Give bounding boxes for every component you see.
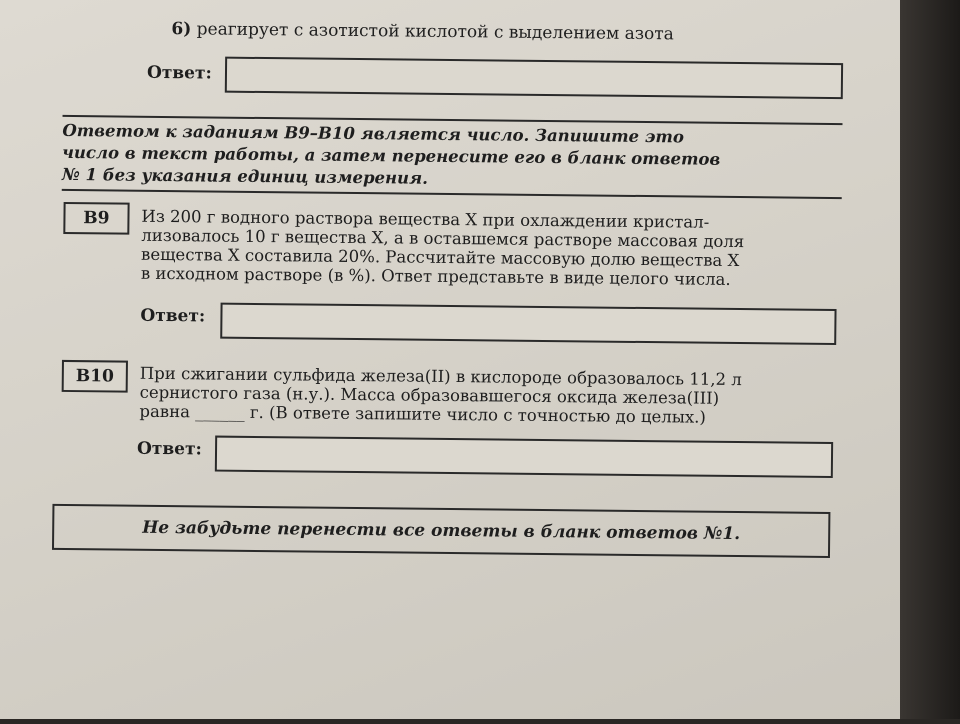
instruction-line-2: число в текст работы, а затем перенесите его в бланк ответов — [62, 142, 721, 169]
task-b9-line-4: в исходном растворе (в %). Ответ представьте в виде целого числа. — [140, 263, 731, 289]
task-b10-line-3: равна ______ г. (В ответе запишите число с точностью до целых.) — [139, 401, 707, 427]
question-6 — [171, 19, 674, 44]
question-6-text: реагирует с азотистой кислотой с выделением азота — [196, 19, 674, 45]
instruction-text — [62, 120, 841, 194]
b10-answer-field[interactable] — [215, 436, 833, 478]
question-6-number: 6) — [171, 19, 192, 40]
q6-answer-field[interactable] — [225, 57, 843, 99]
q6-answer-label: Ответ: — [146, 62, 212, 84]
task-b10-line-1: При сжигании сульфида железа(II) в кислороде образовалось 11,2 л — [139, 363, 742, 390]
instruction-line-3: № 1 без указания единиц измерения. — [61, 164, 429, 188]
task-b9-text — [141, 207, 840, 290]
instruction-line-1: Ответом к заданиям В9–В10 является число. Запишите это — [62, 120, 685, 147]
task-b10-line-2: сернистого газа (н.у.). Масса образовавшегося оксида железа(III) — [139, 382, 720, 408]
task-b9-line-3: вещества Х составила 20%. Рассчитайте массовую долю вещества Х — [140, 244, 740, 271]
b10-answer-label: Ответ: — [136, 438, 202, 460]
b9-answer-label: Ответ: — [140, 305, 206, 327]
task-b9-label: В9 — [63, 202, 129, 235]
page-edge-shadow — [900, 0, 960, 719]
task-b10-label: В10 — [62, 360, 128, 393]
b9-answer-field[interactable] — [220, 303, 836, 345]
task-b10-text — [139, 364, 838, 428]
task-b9-line-2: лизовалось 10 г вещества Х, а в оставшемся растворе массовая доля — [141, 225, 745, 252]
task-b9-line-1: Из 200 г водного раствора вещества Х при охлаждении кристал- — [141, 206, 710, 232]
reminder-banner: Не забудьте перенести все ответы в бланк ответов №1. — [52, 504, 830, 558]
